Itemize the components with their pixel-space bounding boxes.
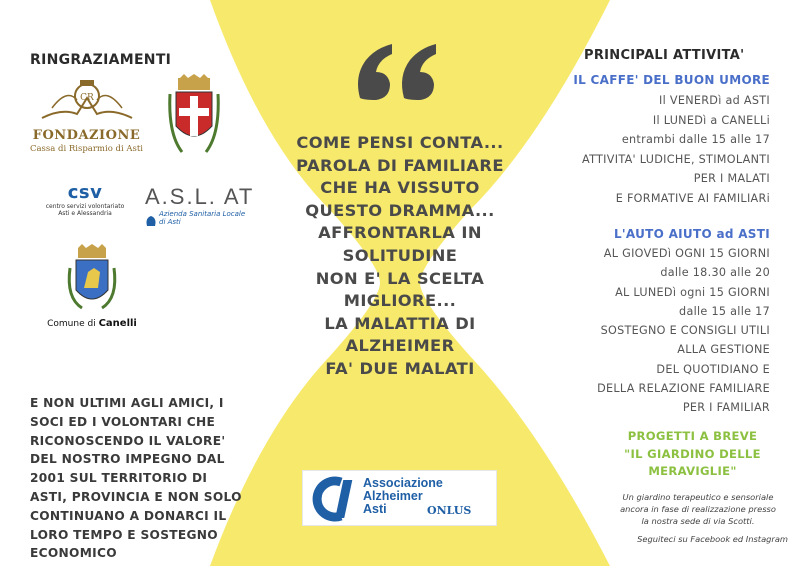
quote-line: PAROLA DI FAMILIARE <box>296 155 504 175</box>
thanks-line: SOCI ED I VOLONTARI CHE <box>30 414 216 429</box>
association-mark-icon <box>307 472 363 526</box>
auto-aiuto-line: AL LUNEDì ogni 15 GIORNI <box>615 285 770 299</box>
thanks-line: E NON ULTIMI AGLI AMICI, I <box>30 396 224 410</box>
auto-aiuto-heading: L'AUTO AIUTO ad ASTI <box>613 227 770 241</box>
garden-line: la nostra sede di via Scotti. <box>641 516 755 526</box>
projects-line: "IL GIARDINO DELLE <box>624 446 761 461</box>
thanks-line: 2001 SUL TERRITORIO DI <box>30 471 208 486</box>
thanks-text <box>30 394 255 563</box>
projects-line: MERAVIGLIE" <box>648 464 737 478</box>
garden-line: ancora in fase di realizzazione presso <box>620 504 776 514</box>
quote-line: AFFRONTARLA IN <box>318 223 482 243</box>
quote-icon <box>352 36 442 106</box>
quote-text <box>265 132 535 381</box>
projects-heading <box>600 428 785 481</box>
asti-crest-icon <box>164 74 224 164</box>
thanks-line: ASTI, PROVINCIA E NON SOLO <box>30 489 242 504</box>
caffe-line: Il VENERDì ad ASTI <box>659 94 770 107</box>
activities-heading: PRINCIPALI ATTIVITA' <box>584 48 745 63</box>
fondazione-logo <box>24 78 149 158</box>
quote-line: NON E' LA SCELTA <box>315 268 485 288</box>
fondazione-subtitle: Cassa di Risparmio di Asti <box>29 144 144 154</box>
canelli-prefix: Comune di <box>47 319 96 329</box>
csv-name: csv <box>67 182 103 203</box>
thanks-line: DEL NOSTRO IMPEGNO DAL <box>30 452 225 467</box>
auto-aiuto-line: SOSTEGNO E CONSIGLI UTILI <box>600 324 770 338</box>
association-name-2: Alzheimer <box>363 489 423 503</box>
association-onlus: ONLUS <box>427 504 472 517</box>
asl-subtitle-2: di Asti <box>159 218 181 226</box>
caffe-line: Il LUNEDì a CANELLi <box>652 113 770 127</box>
asl-logo <box>145 184 255 234</box>
caffe-line: E FORMATIVE AI FAMILIARi <box>615 191 770 205</box>
quote-line: ALZHEIMER <box>345 336 455 356</box>
caffe-line: entrambi dalle 15 alle 17 <box>621 133 770 146</box>
quote-line: LA MALATTIA DI <box>324 313 476 333</box>
caffe-heading: IL CAFFE' DEL BUON UMORE <box>573 73 770 87</box>
svg-text:CR: CR <box>79 93 94 103</box>
asl-name: A.S.L. AT <box>145 184 255 209</box>
thanks-line: RICONOSCENDO IL VALORE' <box>30 433 226 448</box>
thanks-line: CONTINUANO A DONARCI IL <box>30 508 227 523</box>
quote-line: COME PENSI CONTA... <box>296 133 504 152</box>
quote-line: FA' DUE MALATI <box>325 358 475 378</box>
garden-line: Un giardino terapeutico e sensoriale <box>622 492 774 502</box>
auto-aiuto-line: DELLA RELAZIONE FAMILIARE <box>597 382 770 396</box>
fondazione-name: FONDAZIONE <box>32 128 141 143</box>
csv-logo <box>40 182 130 232</box>
quote-line: QUESTO DRAMMA... <box>305 200 495 220</box>
auto-aiuto-line: AL GIOVEDì OGNI 15 GIORNI <box>603 247 770 260</box>
caffe-line: ATTIVITA' LUDICHE, STIMOLANTI <box>582 152 770 166</box>
association-name-1: Associazione <box>363 476 443 490</box>
auto-aiuto-line: dalle 15 alle 17 <box>679 304 770 318</box>
canelli-crest-icon <box>64 244 120 312</box>
canelli-name: Canelli <box>98 318 137 329</box>
auto-aiuto-details <box>597 244 770 418</box>
auto-aiuto-line: DEL QUOTIDIANO E <box>656 362 770 376</box>
asl-hands-icon <box>145 214 157 228</box>
thanks-line: LORO TEMPO E SOSTEGNO <box>30 527 218 542</box>
association-logo <box>302 470 497 526</box>
caffe-details <box>582 91 770 208</box>
association-name-3: Asti <box>363 502 387 516</box>
csv-subtitle-1: centro servizi volontariato <box>45 203 125 210</box>
asl-subtitle-1: Azienda Sanitaria Locale <box>159 210 246 218</box>
thanks-heading: RINGRAZIAMENTI <box>30 52 172 68</box>
auto-aiuto-line: dalle 18.30 alle 20 <box>660 266 770 280</box>
canelli-logo <box>42 244 142 329</box>
fondazione-emblem-icon <box>32 78 142 122</box>
caffe-line: PER I MALATI <box>693 172 770 185</box>
auto-aiuto-line: PER I FAMILIAR <box>682 401 770 415</box>
quote-line: SOLITUDINE <box>342 245 458 265</box>
quote-line: CHE HA VISSUTO <box>320 178 480 198</box>
auto-aiuto-line: ALLA GESTIONE <box>677 343 770 357</box>
projects-line: PROGETTI A BREVE <box>627 429 758 443</box>
garden-description <box>608 491 788 527</box>
social-follow-text: Seguiteci su Facebook ed Instagram <box>637 534 788 544</box>
quote-line: MIGLIORE... <box>343 291 457 311</box>
thanks-line: ECONOMICO <box>30 546 117 561</box>
csv-subtitle-2: Asti e Alessandria <box>58 210 112 217</box>
